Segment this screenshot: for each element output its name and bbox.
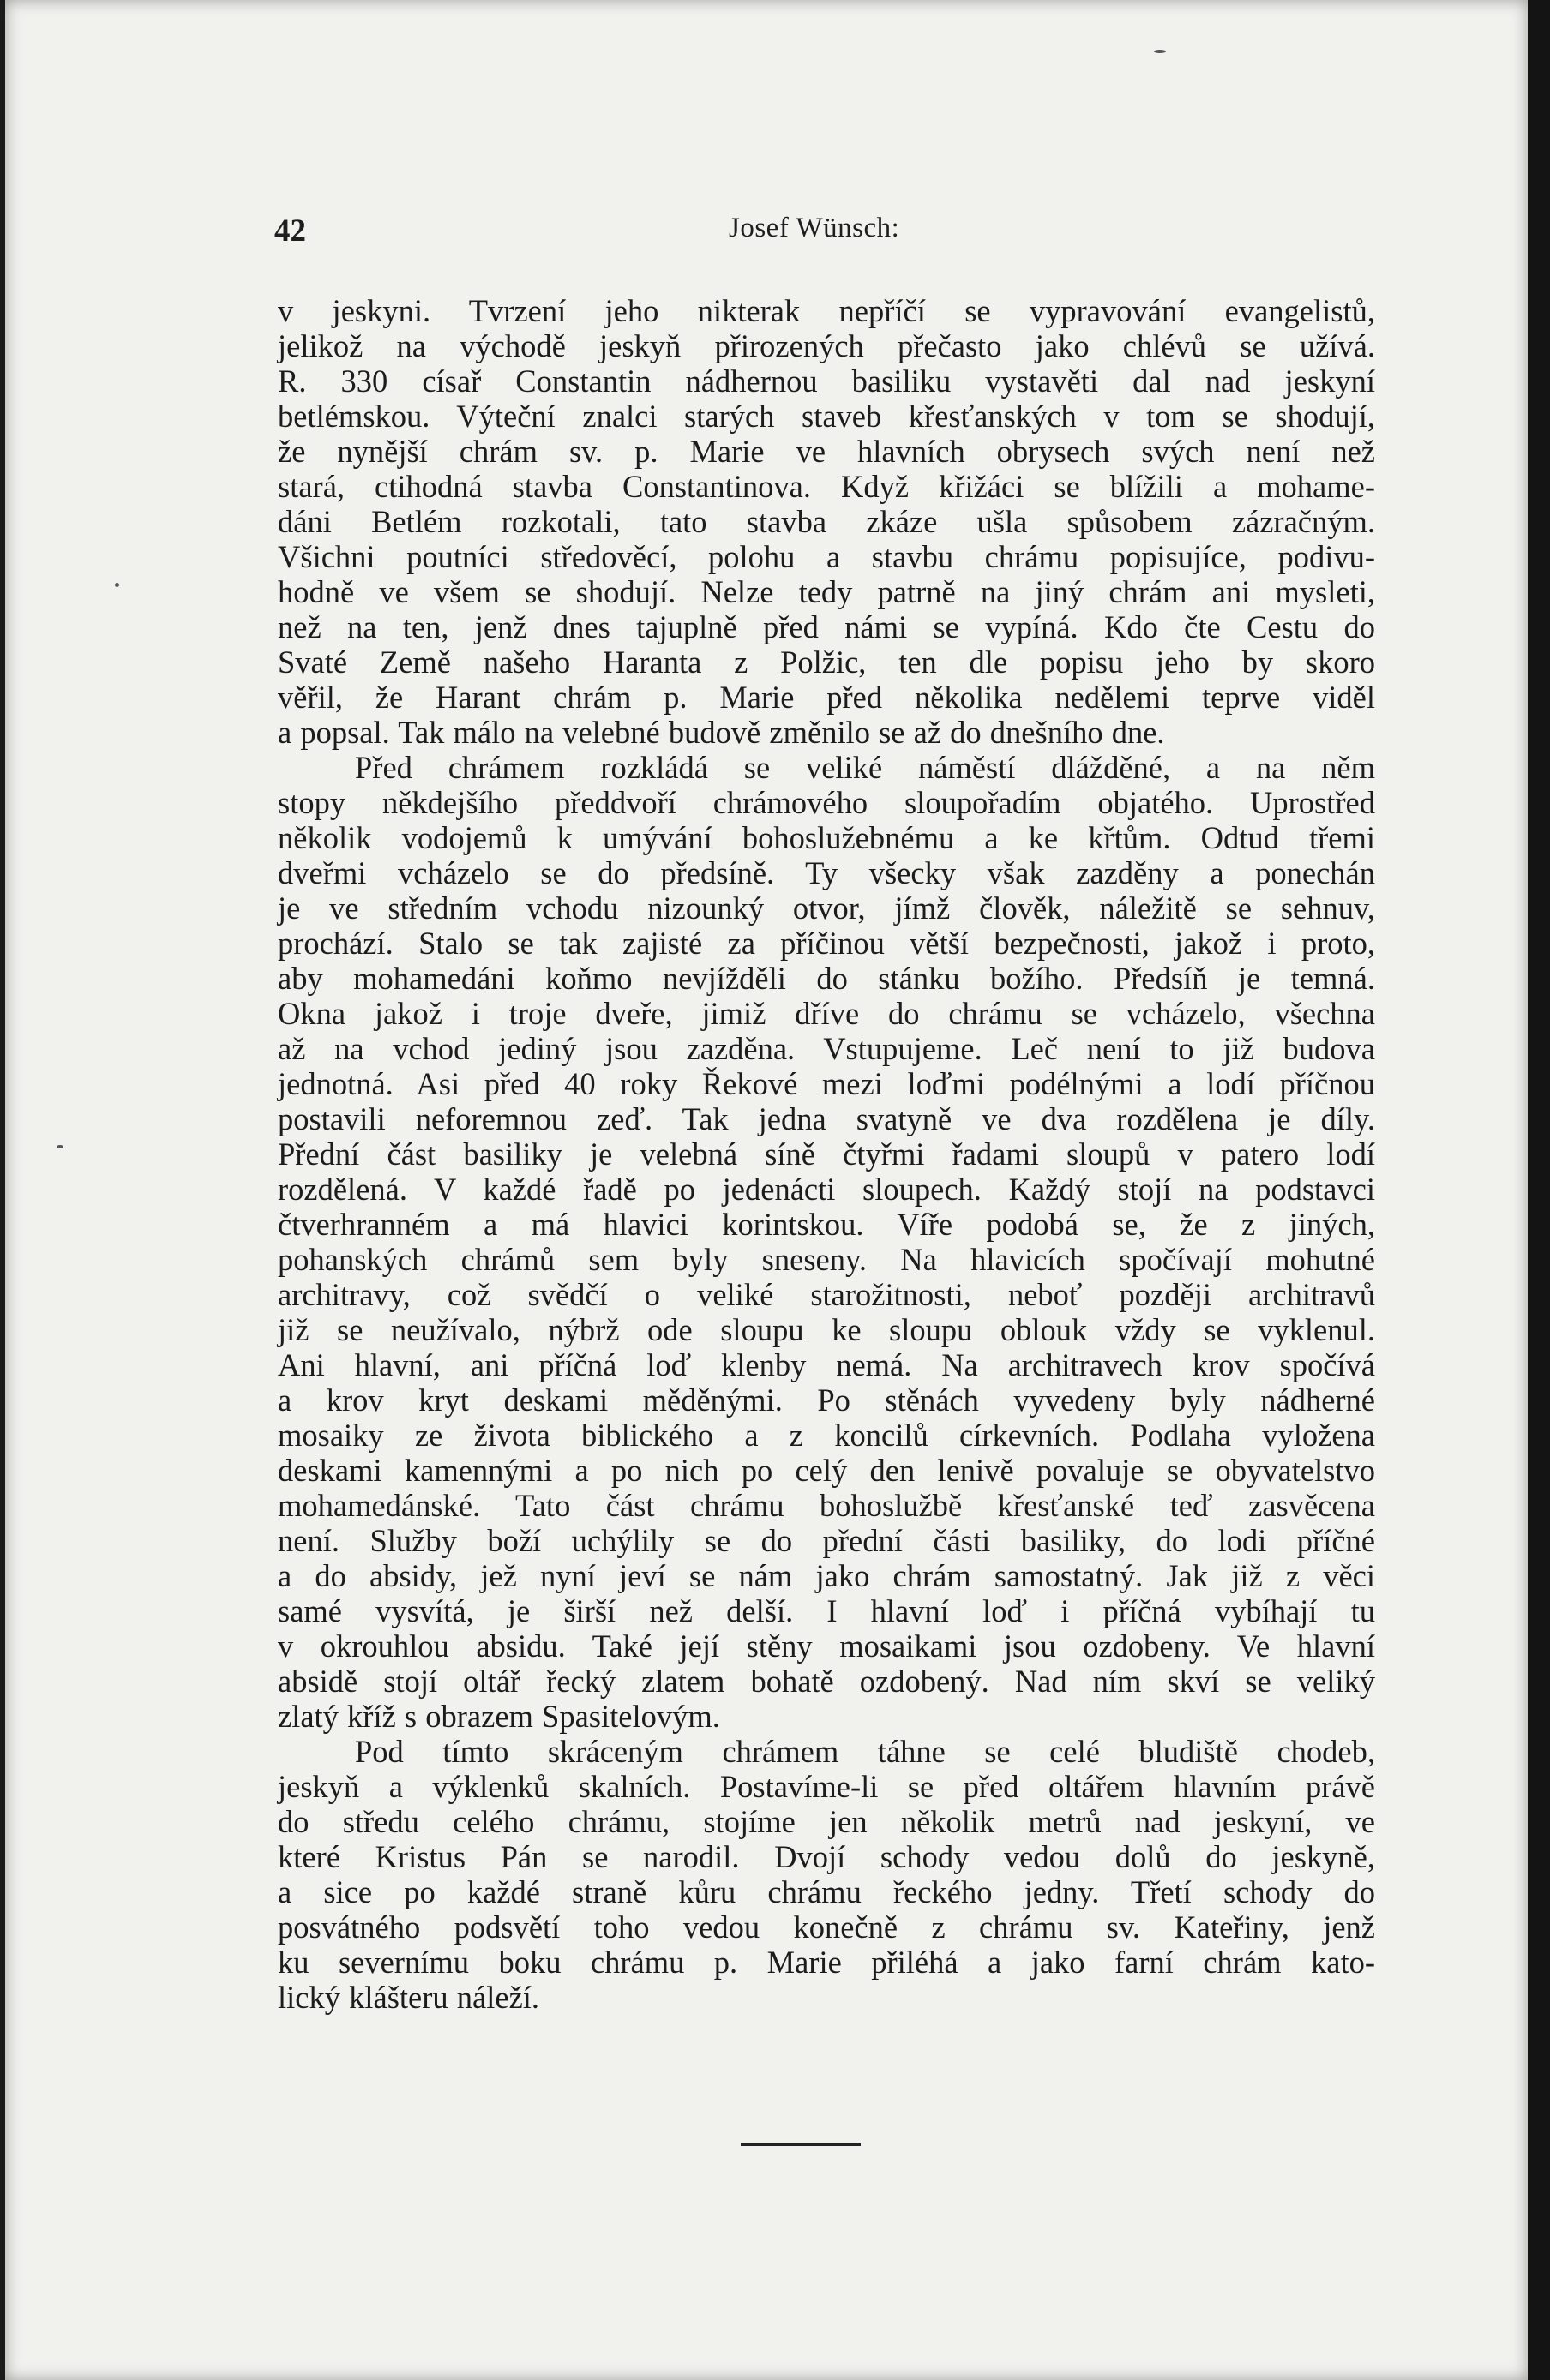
text-line: než na ten, jenž dnes tajuplně před námi se vypíná. Kdo čte Cestu do xyxy=(278,609,1375,644)
page-header xyxy=(274,213,1375,255)
paper-speck xyxy=(1154,50,1166,53)
text-line: Ani hlavní, ani příčná loď klenby nemá. Na architravech krov spočívá xyxy=(278,1347,1375,1382)
end-rule xyxy=(741,2143,861,2146)
text-line: posvátného podsvětí toho vedou konečně z chrámu sv. Kateřiny, jenž xyxy=(278,1909,1375,1945)
text-line: pohanských chrámů sem byly sneseny. Na hlavicích spočívají mohutné xyxy=(278,1242,1375,1277)
text-line: dveřmi vcházelo se do předsíně. Ty všecky však zazděny a ponechán xyxy=(278,855,1375,890)
text-line: a do absidy, jež nyní jeví se nám jako chrám samostatný. Jak již z věci xyxy=(278,1558,1375,1593)
text-line: mohamedánské. Tato část chrámu bohoslužbě křesťanské teď zasvěcena xyxy=(278,1488,1375,1523)
page-number: 42 xyxy=(274,213,306,249)
text-line: postavili neforemnou zeď. Tak jedna svatyně ve dva rozdělena je díly. xyxy=(278,1101,1375,1136)
text-line: v okrouhlou absidu. Také její stěny mosaikami jsou ozdobeny. Ve hlavní xyxy=(278,1628,1375,1664)
text-line: věřil, že Harant chrám p. Marie před několika nedělemi teprve viděl xyxy=(278,680,1375,715)
text-line: až na vchod jediný jsou zazděna. Vstupujeme. Leč není to již budova xyxy=(278,1031,1375,1066)
text-line: stará, ctihodná stavba Constantinova. Když křižáci se blížili a mohame- xyxy=(278,469,1375,504)
paper-speck xyxy=(57,1145,63,1148)
text-line: R. 330 císař Constantin nádhernou basiliku vystavěti dal nad jeskyní xyxy=(278,363,1375,399)
paper-speck xyxy=(115,583,119,587)
text-line: stopy někdejšího předdvoří chrámového sloupořadím objatého. Uprostřed xyxy=(278,785,1375,820)
text-line: již se neužívalo, nýbrž ode sloupu ke sloupu oblouk vždy se vyklenul. xyxy=(278,1312,1375,1347)
text-line: jeskyň a výklenků skalních. Postavíme-li se před oltářem hlavním právě xyxy=(278,1769,1375,1804)
text-line: samé vysvítá, je širší než delší. I hlavní loď i příčná vybíhají tu xyxy=(278,1593,1375,1628)
text-line: aby mohamedáni koňmo nevjížděli do stánku božího. Předsíň je temná. xyxy=(278,961,1375,996)
text-line: Před chrámem rozkládá se veliké náměstí dlážděné, a na něm xyxy=(355,750,1375,785)
text-line: několik vodojemů k umývání bohoslužebnému a ke křtům. Odtud třemi xyxy=(278,820,1375,855)
text-line: hodně ve všem se shodují. Nelze tedy patrně na jiný chrám ani mysleti, xyxy=(278,574,1375,609)
text-line: rozdělená. V každé řadě po jedenácti sloupech. Každý stojí na podstavci xyxy=(278,1172,1375,1207)
text-line: že nynější chrám sv. p. Marie ve hlavních obrysech svých není než xyxy=(278,434,1375,469)
text-line: architravy, což svědčí o veliké starožitnosti, neboť později architravů xyxy=(278,1277,1375,1312)
page-edge xyxy=(1528,0,1550,2380)
text-line: a krov kryt deskami měděnými. Po stěnách vyvedeny byly nádherné xyxy=(278,1382,1375,1418)
text-line: ku severnímu boku chrámu p. Marie přiléhá a jako farní chrám kato- xyxy=(278,1945,1375,1980)
text-line: dáni Betlém rozkotali, tato stavba zkáze ušla spůsobem zázračným. xyxy=(278,504,1375,539)
text-line: Všichni poutníci středověcí, polohu a stavbu chrámu popisujíce, podivu- xyxy=(278,539,1375,574)
text-line: čtverhranném a má hlavici korintskou. Víře podobá se, že z jiných, xyxy=(278,1207,1375,1242)
text-line: Pod tímto skráceným chrámem táhne se celé bludiště chodeb, xyxy=(355,1734,1375,1769)
text-line: a sice po každé straně kůru chrámu řeckého jedny. Třetí schody do xyxy=(278,1874,1375,1909)
text-line: mosaiky ze života biblického a z koncilů církevních. Podlaha vyložena xyxy=(278,1418,1375,1453)
text-line: Svaté Země našeho Haranta z Polžic, ten dle popisu jeho by skoro xyxy=(278,644,1375,680)
book-page xyxy=(5,0,1528,2380)
text-line: zlatý kříž s obrazem Spasitelovým. xyxy=(278,1699,720,1734)
text-line: není. Služby boží uchýlily se do přední části basiliky, do lodi příčné xyxy=(278,1523,1375,1558)
text-line: Okna jakož i troje dveře, jimiž dříve do chrámu se vcházelo, všechna xyxy=(278,996,1375,1031)
text-line: v jeskyni. Tvrzení jeho nikterak nepříčí se vypravování evangelistů, xyxy=(278,293,1375,328)
text-line: deskami kamennými a po nich po celý den lenivě povaluje se obyvatelstvo xyxy=(278,1453,1375,1488)
text-line: a popsal. Tak málo na velebné budově změnilo se až do dnešního dne. xyxy=(278,715,1165,750)
text-line: prochází. Stalo se tak zajisté za příčinou větší bezpečnosti, jakož i proto, xyxy=(278,926,1375,961)
text-line: které Kristus Pán se narodil. Dvojí schody vedou dolů do jeskyně, xyxy=(278,1839,1375,1874)
text-line: do středu celého chrámu, stojíme jen několik metrů nad jeskyní, ve xyxy=(278,1804,1375,1839)
text-line: Přední část basiliky je velebná síně čtyřmi řadami sloupů v patero lodí xyxy=(278,1136,1375,1172)
running-head: Josef Wünsch: xyxy=(729,213,900,243)
text-line: jelikož na východě jeskyň přirozených přečasto jako chlévů se užívá. xyxy=(278,328,1375,363)
text-line: je ve středním vchodu nizounký otvor, jímž člověk, náležitě se sehnuv, xyxy=(278,890,1375,926)
text-line: absidě stojí oltář řecký zlatem bohatě ozdobený. Nad ním skví se veliký xyxy=(278,1664,1375,1699)
text-line: lický klášteru náleží. xyxy=(278,1980,540,2015)
body-text xyxy=(278,293,1375,2015)
text-line: jednotná. Asi před 40 roky Řekové mezi loďmi podélnými a lodí příčnou xyxy=(278,1066,1375,1101)
text-line: betlémskou. Výteční znalci starých staveb křesťanských v tom se shodují, xyxy=(278,399,1375,434)
